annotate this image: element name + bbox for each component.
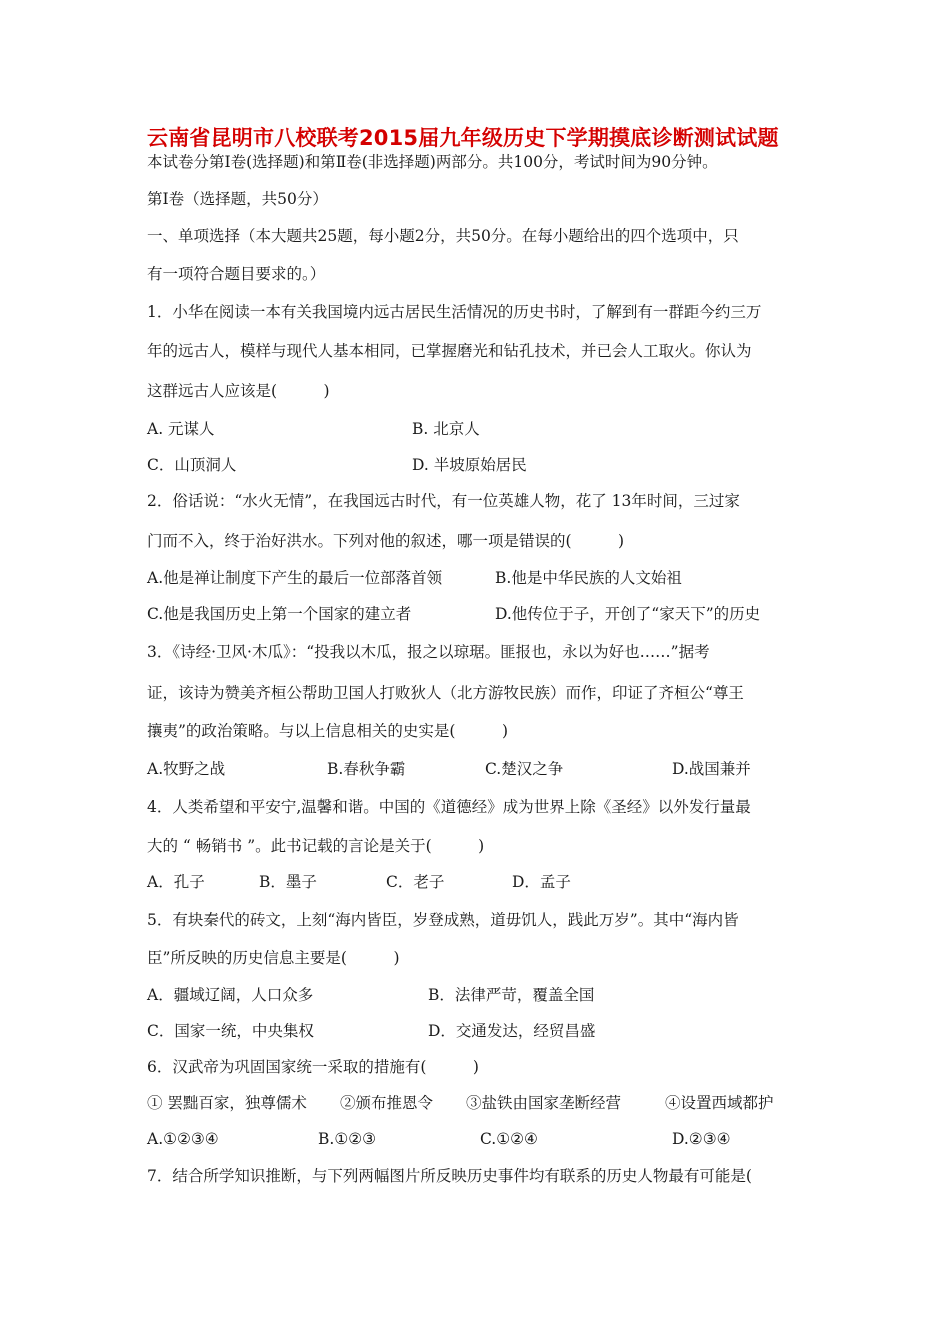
question-4-option-d: D．孟子 bbox=[512, 873, 571, 891]
question-2-text: 门而不入，终于治好洪水。下列对他的叙述，哪一项是错误的( ) bbox=[147, 532, 625, 550]
question-3-option-b: B.春秋争霸 bbox=[327, 760, 406, 778]
question-6-item-3: ③盐铁由国家垄断经营 bbox=[466, 1094, 622, 1112]
question-6-option-a: A.①②③④ bbox=[147, 1130, 219, 1148]
intro-text: 本试卷分第Ⅰ卷(选择题)和第Ⅱ卷(非选择题)两部分。共100分，考试时间为90分钟。 bbox=[147, 153, 718, 171]
question-2-option-c: C.他是我国历史上第一个国家的建立者 bbox=[147, 605, 412, 623]
question-1-text: 年的远古人，模样与现代人基本相同，已掌握磨光和钻孔技术，并已会人工取火。你认为 bbox=[147, 342, 752, 360]
question-4-text: 大的 “ 畅销书 ”。此书记载的言论是关于( ) bbox=[147, 837, 485, 855]
question-6-text: 6．汉武帝为巩固国家统一采取的措施有( ) bbox=[147, 1058, 479, 1076]
question-4-option-a: A．孔子 bbox=[147, 873, 205, 891]
question-3-text: 3．《诗经·卫风·木瓜》：“投我以木瓜，报之以琼琚。匪报也，永以为好也……”据考 bbox=[147, 643, 710, 661]
section-instruction: 有一项符合题目要求的。） bbox=[147, 265, 326, 283]
question-3-text: 攘夷”的政治策略。与以上信息相关的史实是( ) bbox=[147, 722, 509, 740]
question-6-option-d: D.②③④ bbox=[672, 1130, 731, 1148]
question-2-option-d: D.他传位于子，开创了“家天下”的历史 bbox=[495, 605, 761, 623]
question-1-option-d: D. 半坡原始居民 bbox=[412, 456, 527, 474]
section-instruction: 一、单项选择（本大题共25题，每小题2分，共50分。在每小题给出的四个选项中，只 bbox=[147, 227, 739, 245]
question-5-option-a: A．疆域辽阔，人口众多 bbox=[147, 986, 314, 1004]
page-title: 云南省昆明市八校联考2015届九年级历史下学期摸底诊断测试试题 bbox=[147, 126, 779, 150]
question-4-option-c: C．老子 bbox=[386, 873, 445, 891]
question-1-option-b: B. 北京人 bbox=[412, 420, 480, 438]
question-6-option-c: C.①②④ bbox=[480, 1130, 538, 1148]
question-6-item-4: ④设置西域都护 bbox=[665, 1094, 774, 1112]
question-1-text: 1．小华在阅读一本有关我国境内远古居民生活情况的历史书时，了解到有一群距今约三万 bbox=[147, 303, 762, 321]
part-heading: 第Ⅰ卷（选择题，共50分） bbox=[147, 190, 328, 208]
question-6-item-1: ① 罢黜百家，独尊儒术 bbox=[147, 1094, 307, 1112]
question-1-option-c: C．山顶洞人 bbox=[147, 456, 237, 474]
question-1-option-a: A. 元谋人 bbox=[147, 420, 215, 438]
question-7-text: 7．结合所学知识推断，与下列两幅图片所反映历史事件均有联系的历史人物最有可能是( bbox=[147, 1167, 752, 1185]
question-4-text: 4．人类希望和平安宁,温馨和谐。中国的《道德经》成为世界上除《圣经》以外发行量最 bbox=[147, 798, 751, 816]
question-5-option-c: C．国家一统，中央集权 bbox=[147, 1022, 314, 1040]
question-1-text: 这群远古人应该是( ) bbox=[147, 382, 330, 400]
question-5-text: 臣”所反映的历史信息主要是( ) bbox=[147, 949, 400, 967]
question-2-text: 2．俗话说：“水火无情”，在我国远古时代，有一位英雄人物，花了 13年时间，三过家 bbox=[147, 492, 740, 510]
question-4-option-b: B．墨子 bbox=[259, 873, 317, 891]
question-6-item-2: ②颁布推恩令 bbox=[340, 1094, 434, 1112]
question-3-text: 证，该诗为赞美齐桓公帮助卫国人打败狄人（北方游牧民族）而作，印证了齐桓公“尊王 bbox=[147, 684, 744, 702]
question-3-option-c: C.楚汉之争 bbox=[485, 760, 564, 778]
question-2-option-b: B.他是中华民族的人文始祖 bbox=[495, 569, 682, 587]
question-3-option-a: A.牧野之战 bbox=[147, 760, 226, 778]
question-5-option-b: B．法律严苛，覆盖全国 bbox=[428, 986, 595, 1004]
question-5-text: 5．有块秦代的砖文，上刻“海内皆臣，岁登成熟，道毋饥人，践此万岁”。其中“海内皆 bbox=[147, 911, 739, 929]
question-3-option-d: D.战国兼并 bbox=[672, 760, 751, 778]
question-6-option-b: B.①②③ bbox=[318, 1130, 377, 1148]
question-5-option-d: D．交通发达，经贸昌盛 bbox=[428, 1022, 596, 1040]
question-2-option-a: A.他是禅让制度下产生的最后一位部落首领 bbox=[147, 569, 443, 587]
